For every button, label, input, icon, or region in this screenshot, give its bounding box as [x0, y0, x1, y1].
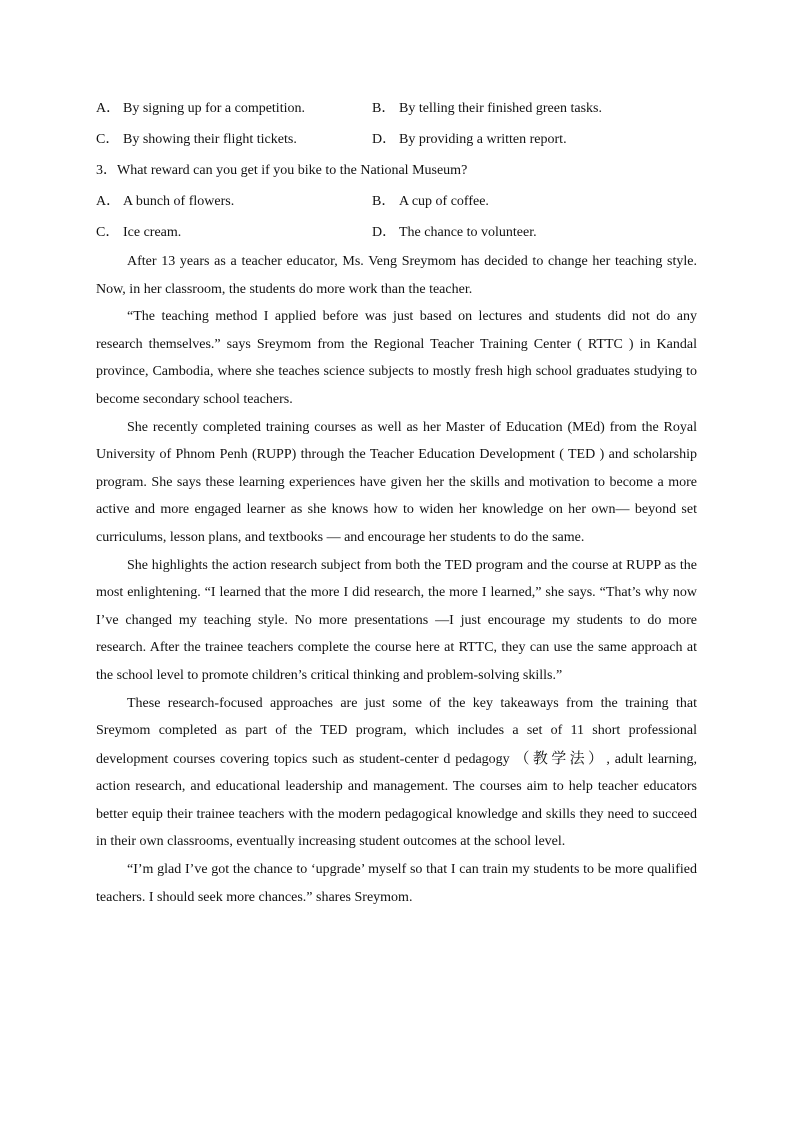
paragraph-5: These research-focused approaches are just some of the key takeaways from the training that Sreymom completed as part of the TED program, which includes a set of 11 short professional development courses covering topics such as student-center d pedagogy （教学法）, adult learning, action research, and educational leadership and management. The courses aim to help teacher educators better equip their trainee teachers with the modern pedagogical knowledge and skills they need to succeed in their own classrooms, eventually increasing student outcomes at the school level.: [96, 695, 697, 850]
option-d: D． The chance to volunteer.: [372, 224, 537, 240]
option-row: [96, 184, 706, 215]
paragraph-4: She highlights the action research subject from both the TED program and the course at RUPP as the most enlightening. “I learned that the more I did research, the more I learned,” she says. “That’s why now I’ve changed my teaching style. No more presentations —I just encourage my students to do more research. After the trainee teachers complete the course here at RTTC, they can use the same approach at the school level to promote children’s critical thinking and problem-solving skills.”: [96, 557, 697, 683]
option-row: [96, 122, 706, 153]
option-c: C． By showing their flight tickets.: [96, 131, 297, 147]
option-a: A． A bunch of flowers.: [96, 193, 235, 209]
chinese-gloss: （教学法）: [514, 748, 607, 767]
option-c: C． Ice cream.: [96, 224, 182, 240]
option-row: [96, 215, 706, 246]
paragraph-6: “I’m glad I’ve got the chance to ‘upgrade’ myself so that I can train my students to be more qualified teachers. I should seek more chances.” shares Sreymom.: [96, 862, 697, 905]
paragraph-2: “The teaching method I applied before was just based on lectures and students did not do any research themselves.” says Sreymom from the Regional Teacher Training Center ( RTTC ) in Kandal province, Cambodia, where she teaches science subjects to mostly fresh high school graduates studying to become secondary school teachers.: [96, 309, 697, 407]
paragraph-1: After 13 years as a teacher educator, Ms. Veng Sreymom has decided to change her teaching style. Now, in her classroom, the students do more work than the teacher.: [96, 254, 697, 297]
reading-passage: [96, 248, 697, 911]
question-block: [96, 91, 706, 246]
option-row: [96, 91, 706, 122]
paragraph-3: She recently completed training courses as well as her Master of Education (MEd) from the Royal University of Phnom Penh (RUPP) through the Teacher Education Development ( TED ) and scholarship program. She says these learning experiences have given her the skills and motivation to become a more active and more engaged learner as she knows how to widen her knowledge on her own— beyond set curriculums, lesson plans, and textbooks — and encourage her students to do the same.: [96, 419, 697, 545]
option-d: D． By providing a written report.: [372, 131, 567, 147]
option-b: B． A cup of coffee.: [372, 193, 489, 209]
question-3-stem: 3．What reward can you get if you bike to the National Museum?: [96, 162, 468, 178]
option-b: B． By telling their finished green tasks.: [372, 100, 602, 116]
option-a: A． By signing up for a competition.: [96, 100, 305, 116]
